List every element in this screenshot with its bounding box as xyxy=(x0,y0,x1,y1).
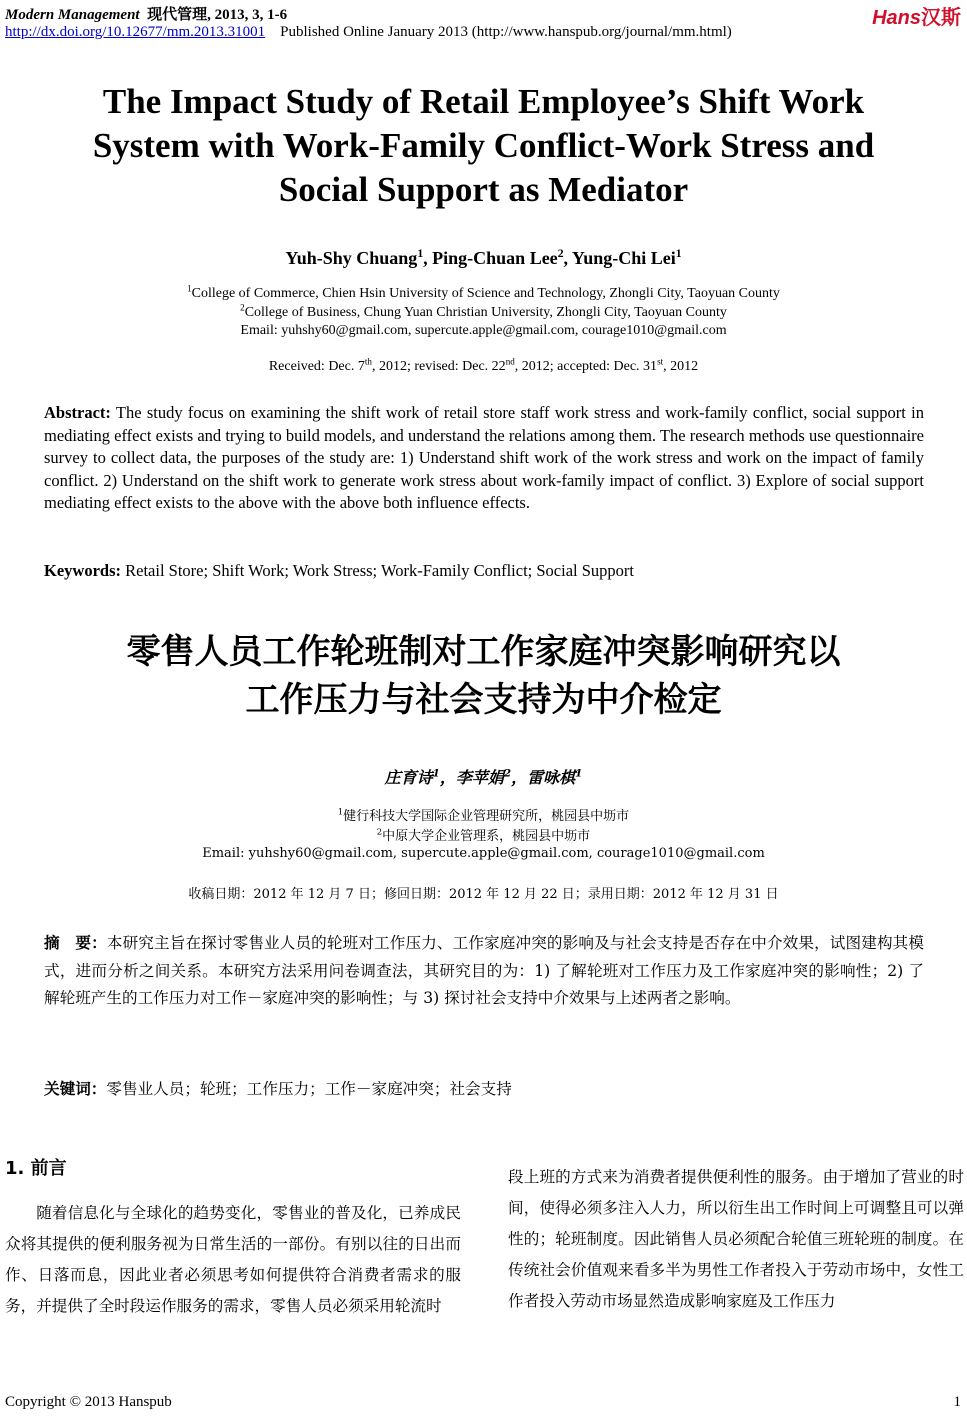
body-paragraph: 段上班的方式来为消费者提供便利性的服务。由于增加了营业的时间，使得必须多注入人力，所以衍生出工作时间上可调整且可以弹性的；轮班制度。因此销售人员必须配合轮值三班轮班的制度。在传统社会价值观来看多半为男性工作者投入于劳动市场中，女性工作者投入劳动市场显然造成影响家庭及工作压力 xyxy=(508,1168,964,1310)
dates-en xyxy=(0,356,967,375)
author-name: Ping-Chuan Lee xyxy=(432,248,558,268)
keywords-text: Retail Store; Shift Work; Work Stress; Work-Family Conflict; Social Support xyxy=(125,561,634,580)
date-sup: st xyxy=(657,356,664,367)
affiliation-2-en xyxy=(0,302,967,321)
logo-text-cn: 汉斯 xyxy=(921,7,961,29)
journal-header xyxy=(5,3,287,24)
copyright: Copyright © 2013 Hanspub xyxy=(5,1394,172,1410)
logo-text-en: Hans xyxy=(872,7,921,29)
doi-link[interactable]: http://dx.doi.org/10.12677/mm.2013.31001 xyxy=(5,24,266,40)
paper-title-cn xyxy=(40,628,927,724)
published-online: Published Online January 2013 (http://www.hanspub.org/journal/mm.html) xyxy=(280,24,732,40)
authors-cn xyxy=(0,765,967,788)
affil-text: 健行科技大学国际企业管理研究所，桃园县中坜市 xyxy=(343,809,630,824)
abstract-en xyxy=(44,402,924,515)
author-affil-sup: 1 xyxy=(417,247,424,260)
authors-en xyxy=(0,248,967,269)
keywords-label: Keywords: xyxy=(44,561,121,580)
hans-logo xyxy=(872,1,961,30)
date-sup: nd xyxy=(505,356,515,367)
affiliation-2-cn xyxy=(0,825,967,844)
author-name: Yung-Chi Lei xyxy=(571,248,676,268)
date-text: , 2012; revised: Dec. 22 xyxy=(371,359,506,374)
keywords-cn xyxy=(44,1077,512,1099)
author-sep: , xyxy=(423,248,433,268)
section-heading: 1. 前言 xyxy=(5,1158,67,1179)
author-affil-sup: 1 xyxy=(432,767,440,780)
body-paragraph: 随着信息化与全球化的趋势变化，零售业的普及化，已养成民众将其提供的便利服务视为日常生活的一部份。有别以往的日出而作、日落而息，因此业者必须思考如何提供符合消费者需求的服务，并提供了全时段运作服务的需求，零售人员必须采用轮流时 xyxy=(5,1204,461,1315)
abstract-label: Abstract: xyxy=(44,403,111,422)
date-sup: th xyxy=(364,356,372,367)
keywords-en xyxy=(44,561,634,581)
author-sep: ， xyxy=(439,768,456,787)
affiliation-1-en xyxy=(0,283,967,302)
author-affil-sup: 1 xyxy=(675,247,682,260)
title-cn-line: 零售人员工作轮班制对工作家庭冲突影响研究以 xyxy=(126,632,841,672)
affil-sup: 2 xyxy=(240,302,245,313)
journal-issue: 现代管理, 2013, 3, 1-6 xyxy=(147,7,288,23)
body-column-right xyxy=(508,1162,964,1317)
author-affil-sup: 1 xyxy=(575,767,583,780)
journal-name: Modern Management xyxy=(5,7,140,23)
dates-cn: 收稿日期：2012 年 12 月 7 日；修回日期：2012 年 12 月 22 日；录用日期：2012 年 12 月 31 日 xyxy=(188,887,779,902)
keywords-label: 关键词： xyxy=(44,1080,107,1098)
title-en-line: The Impact Study of Retail Employee’s Shift Work xyxy=(102,82,865,121)
email-en: Email: yuhshy60@gmail.com, supercute.apple@gmail.com, courage1010@gmail.com xyxy=(240,323,727,338)
body-column-left xyxy=(5,1198,461,1322)
author-name: 李苹娟 xyxy=(455,768,504,787)
author-name: 雷咏棋 xyxy=(527,768,576,787)
author-name: 庄育诗 xyxy=(384,768,433,787)
abstract-label: 摘 要： xyxy=(44,934,107,952)
affil-text: College of Commerce, Chien Hsin University of Science and Technology, Zhongli City, Taoyuan County xyxy=(191,286,780,301)
title-en-line: System with Work-Family Conflict-Work Stress and xyxy=(92,126,875,165)
abstract-text: The study focus on examining the shift work of retail store staff work stress and work-family conflict, social support in mediating effect exists and trying to build models, and understand the relations among them. The research methods use questionnaire survey to collect data, the purposes of the study are: 1) Understand shift work of the work stress and work on the impact of family conflict. 2) Understand on the shift work to generate work stress about work-family impact of conflict. 3) Explore of social support mediating effect exists to the above with the above both influence effects. xyxy=(44,403,925,513)
affil-sup: 2 xyxy=(376,826,383,837)
affiliation-1-cn xyxy=(0,805,967,824)
email-cn: Email: yuhshy60@gmail.com, supercute.apple@gmail.com, courage1010@gmail.com xyxy=(202,846,765,861)
affil-sup: 1 xyxy=(337,806,344,817)
page-number: 1 xyxy=(953,1394,961,1410)
paper-title-en xyxy=(40,80,927,212)
date-text: Received: Dec. 7 xyxy=(268,359,365,374)
date-text: , 2012 xyxy=(663,359,699,374)
author-sep: , xyxy=(563,248,572,268)
title-en-line: Social Support as Mediator xyxy=(278,170,689,209)
author-name: Yuh-Shy Chuang xyxy=(285,248,418,268)
affil-text: College of Business, Chung Yuan Christian University, Zhongli City, Taoyuan County xyxy=(244,305,727,320)
title-cn-line: 工作压力与社会支持为中介检定 xyxy=(245,680,722,720)
author-affil-sup: 2 xyxy=(557,247,564,260)
doi-row xyxy=(5,24,732,41)
abstract-text: 本研究主旨在探讨零售业人员的轮班对工作压力、工作家庭冲突的影响及与社会支持是否存在中介效果，试图建构其模式，进而分析之间关系。本研究方法采用问卷调查法，其研究目的为：1) 了解轮班对工作压力及工作家庭冲突的影响性；2) 了解轮班产生的工作压力对工作－家庭冲突的影响性；与 3) 探讨社会支持中介效果与上述两者之影响。 xyxy=(44,934,924,1008)
abstract-cn xyxy=(44,930,924,1013)
keywords-text: 零售业人员；轮班；工作压力；工作－家庭冲突；社会支持 xyxy=(106,1080,512,1098)
affil-text: 中原大学企业管理系，桃园县中坜市 xyxy=(382,829,591,844)
affil-sup: 1 xyxy=(187,283,192,294)
author-affil-sup: 2 xyxy=(503,767,512,780)
date-text: , 2012; accepted: Dec. 31 xyxy=(514,359,658,374)
author-sep: ， xyxy=(511,768,528,787)
